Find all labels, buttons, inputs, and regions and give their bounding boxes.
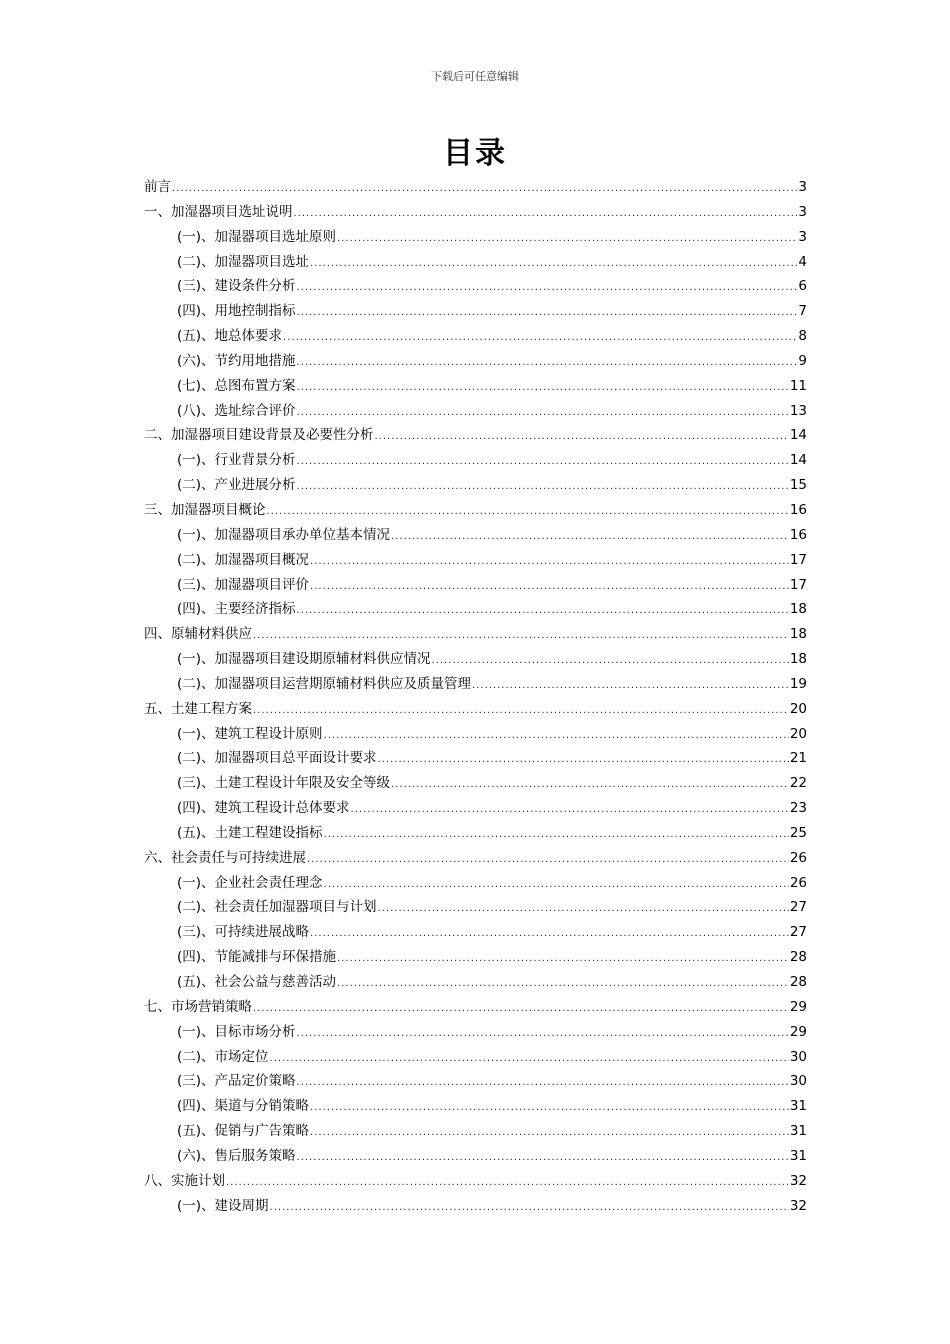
- toc-entry-label: (八)、选址综合评价: [177, 402, 296, 419]
- toc-entry-page: 6: [798, 278, 807, 295]
- toc-entry-page: 27: [789, 899, 807, 916]
- toc-entry-page: 27: [789, 924, 807, 941]
- toc-entry-page: 18: [789, 601, 807, 618]
- toc-entry[interactable]: [144, 672, 807, 697]
- toc-entry[interactable]: [144, 995, 807, 1020]
- toc-dot-leader: [297, 276, 798, 301]
- toc-entry-label: (二)、加湿器项目总平面设计要求: [177, 750, 377, 767]
- toc-entry-page: 20: [789, 725, 807, 742]
- toc-entry-page: 7: [798, 303, 807, 320]
- toc-entry[interactable]: [144, 349, 807, 374]
- toc-entry-page: 31: [789, 1123, 807, 1140]
- toc-dot-leader: [432, 649, 789, 674]
- toc-dot-leader: [324, 823, 789, 848]
- toc-dot-leader: [391, 525, 789, 550]
- toc-dot-leader: [253, 624, 789, 649]
- toc-dot-leader: [297, 401, 789, 426]
- toc-entry-label: (三)、建设条件分析: [177, 278, 296, 295]
- toc-entry[interactable]: [144, 250, 807, 275]
- toc-dot-leader: [351, 798, 789, 823]
- toc-dot-leader: [270, 1047, 789, 1072]
- toc-entry-label: 前言: [144, 179, 171, 195]
- toc-entry-label: (五)、地总体要求: [177, 328, 283, 345]
- toc-entry-page: 29: [789, 1023, 807, 1040]
- toc-entry[interactable]: [144, 225, 807, 250]
- toc-entry-page: 22: [789, 775, 807, 792]
- toc-entry[interactable]: [144, 945, 807, 970]
- toc-entry[interactable]: [144, 1119, 807, 1144]
- toc-entry[interactable]: [144, 622, 807, 647]
- page-title: 目录: [443, 136, 507, 171]
- toc-entry[interactable]: [144, 821, 807, 846]
- toc-entry[interactable]: [144, 1094, 807, 1119]
- toc-dot-leader: [337, 227, 797, 252]
- toc-entry[interactable]: [144, 597, 807, 622]
- toc-entry-page: 32: [789, 1197, 807, 1214]
- toc-entry-page: 30: [789, 1073, 807, 1090]
- toc-entry-label: (三)、加湿器项目评价: [177, 576, 310, 593]
- toc-entry-label: (二)、市场定位: [177, 1048, 269, 1065]
- toc-entry[interactable]: [144, 423, 807, 448]
- page-header: 下载后可任意编辑: [431, 70, 519, 83]
- toc-entry[interactable]: [144, 1194, 807, 1219]
- toc-dot-leader: [324, 873, 789, 898]
- toc-dot-leader: [226, 1171, 789, 1196]
- toc-entry[interactable]: [144, 1020, 807, 1045]
- toc-entry-page: 17: [789, 551, 807, 568]
- toc-entry-label: (一)、行业背景分析: [177, 452, 296, 469]
- toc-entry[interactable]: [144, 647, 807, 672]
- toc-entry[interactable]: [144, 498, 807, 523]
- toc-entry-label: (三)、土建工程设计年限及安全等级: [177, 775, 391, 792]
- toc-dot-leader: [310, 252, 797, 277]
- toc-entry-label: (二)、加湿器项目概况: [177, 551, 310, 568]
- toc-entry-label: (二)、产业进展分析: [177, 477, 296, 494]
- toc-entry-page: 13: [789, 402, 807, 419]
- toc-dot-leader: [297, 1022, 789, 1047]
- toc-entry-label: (二)、加湿器项目选址: [177, 253, 310, 270]
- toc-entry-label: (六)、售后服务策略: [177, 1147, 296, 1164]
- toc-entry-label: (三)、可持续进展战略: [177, 924, 310, 941]
- toc-entry-label: (五)、促销与广告策略: [177, 1123, 310, 1140]
- toc-entry-label: (一)、加湿器项目承办单位基本情况: [177, 526, 391, 543]
- toc-entry-page: 20: [789, 700, 807, 717]
- toc-entry-page: 31: [789, 1098, 807, 1115]
- toc-entry[interactable]: [144, 473, 807, 498]
- toc-entry-label: 一、加湿器项目选址说明: [144, 203, 293, 220]
- toc-entry-label: 七、市场营销策略: [144, 998, 252, 1015]
- toc-entry-page: 19: [789, 675, 807, 692]
- toc-entry-label: (一)、目标市场分析: [177, 1023, 296, 1040]
- toc-dot-leader: [297, 376, 789, 401]
- toc-entry[interactable]: [144, 548, 807, 573]
- toc-entry-label: 四、原辅材料供应: [144, 626, 252, 643]
- toc-entry-label: (二)、社会责任加湿器项目与计划: [177, 899, 377, 916]
- toc-entry-label: 八、实施计划: [144, 1172, 225, 1189]
- toc-entry[interactable]: [144, 970, 807, 995]
- toc-entry-page: 8: [798, 328, 807, 345]
- toc-entry-page: 3: [798, 179, 807, 195]
- toc-entry[interactable]: [144, 523, 807, 548]
- toc-entry-page: 23: [789, 800, 807, 817]
- toc-dot-leader: [310, 550, 789, 575]
- toc-entry-page: 28: [789, 949, 807, 966]
- toc-dot-leader: [270, 1196, 789, 1221]
- toc-entry-label: 三、加湿器项目概论: [144, 501, 266, 518]
- toc-entry[interactable]: [144, 274, 807, 299]
- toc-entry[interactable]: [144, 324, 807, 349]
- toc-dot-leader: [267, 500, 789, 525]
- toc-dot-leader: [297, 1071, 789, 1096]
- toc-entry-page: 18: [789, 626, 807, 643]
- toc-entry[interactable]: [144, 374, 807, 399]
- toc-dot-leader: [294, 202, 798, 227]
- toc-dot-leader: [378, 897, 789, 922]
- toc-dot-leader: [297, 351, 798, 376]
- toc-entry-label: 六、社会责任与可持续进展: [144, 849, 306, 866]
- toc-dot-leader: [283, 326, 797, 351]
- toc-entry-label: 二、加湿器项目建设背景及必要性分析: [144, 427, 374, 444]
- toc-entry-page: 16: [789, 501, 807, 518]
- toc-entry-label: (三)、产品定价策略: [177, 1073, 296, 1090]
- toc-dot-leader: [310, 575, 789, 600]
- toc-entry-label: (一)、建筑工程设计原则: [177, 725, 323, 742]
- table-of-contents: [144, 175, 807, 1218]
- toc-entry[interactable]: [144, 200, 807, 225]
- toc-entry-page: 31: [789, 1147, 807, 1164]
- toc-entry-label: (一)、加湿器项目建设期原辅材料供应情况: [177, 651, 431, 668]
- toc-entry-page: 32: [789, 1172, 807, 1189]
- toc-entry[interactable]: [144, 1144, 807, 1169]
- toc-dot-leader: [391, 773, 789, 798]
- toc-entry-label: (五)、土建工程建设指标: [177, 824, 323, 841]
- toc-entry[interactable]: [144, 448, 807, 473]
- toc-entry-page: 9: [798, 352, 807, 369]
- toc-dot-leader: [253, 699, 789, 724]
- toc-dot-leader: [310, 922, 789, 947]
- toc-entry[interactable]: [144, 722, 807, 747]
- toc-entry-label: (四)、节能减排与环保措施: [177, 949, 337, 966]
- toc-entry-label: (二)、加湿器项目运营期原辅材料供应及质量管理: [177, 675, 472, 692]
- toc-entry[interactable]: [144, 399, 807, 424]
- toc-dot-leader: [310, 1121, 789, 1146]
- toc-entry[interactable]: [144, 1045, 807, 1070]
- toc-entry-label: (一)、建设周期: [177, 1197, 269, 1214]
- toc-entry[interactable]: [144, 771, 807, 796]
- toc-dot-leader: [337, 947, 789, 972]
- toc-entry-page: 3: [798, 203, 807, 220]
- toc-dot-leader: [297, 599, 789, 624]
- toc-entry-page: 18: [789, 651, 807, 668]
- toc-entry-page: 14: [789, 452, 807, 469]
- toc-entry-page: 11: [789, 377, 807, 394]
- toc-dot-leader: [297, 1146, 789, 1171]
- toc-entry[interactable]: [144, 1069, 807, 1094]
- toc-entry-page: 26: [789, 874, 807, 891]
- toc-dot-leader: [297, 450, 789, 475]
- toc-entry[interactable]: [144, 697, 807, 722]
- toc-entry-label: (一)、加湿器项目选址原则: [177, 228, 337, 245]
- toc-entry-page: 15: [789, 477, 807, 494]
- toc-entry-label: (四)、主要经济指标: [177, 601, 296, 618]
- toc-entry[interactable]: [144, 1169, 807, 1194]
- toc-entry[interactable]: [144, 796, 807, 821]
- toc-entry[interactable]: [144, 175, 807, 200]
- toc-entry-page: 14: [789, 427, 807, 444]
- toc-entry-label: (四)、建筑工程设计总体要求: [177, 800, 350, 817]
- toc-dot-leader: [253, 997, 789, 1022]
- toc-dot-leader: [378, 748, 789, 773]
- toc-entry-page: 26: [789, 849, 807, 866]
- toc-entry-page: 25: [789, 824, 807, 841]
- toc-dot-leader: [337, 972, 789, 997]
- toc-entry[interactable]: [144, 746, 807, 771]
- toc-entry-page: 30: [789, 1048, 807, 1065]
- toc-entry-page: 4: [798, 253, 807, 270]
- toc-dot-leader: [472, 674, 789, 699]
- toc-entry[interactable]: [144, 846, 807, 871]
- toc-entry-page: 29: [789, 998, 807, 1015]
- toc-entry-page: 17: [789, 576, 807, 593]
- toc-entry-page: 16: [789, 526, 807, 543]
- toc-entry[interactable]: [144, 895, 807, 920]
- toc-entry-label: (一)、企业社会责任理念: [177, 874, 323, 891]
- toc-dot-leader: [297, 301, 798, 326]
- toc-dot-leader: [297, 475, 789, 500]
- toc-entry-label: 五、土建工程方案: [144, 700, 252, 717]
- toc-entry-label: (五)、社会公益与慈善活动: [177, 974, 337, 990]
- toc-dot-leader: [324, 724, 789, 749]
- toc-entry-label: (七)、总图布置方案: [177, 377, 296, 394]
- toc-entry-page: 3: [798, 228, 807, 245]
- toc-entry[interactable]: [144, 573, 807, 598]
- toc-entry-label: (四)、渠道与分销策略: [177, 1098, 310, 1115]
- toc-entry[interactable]: [144, 299, 807, 324]
- toc-entry[interactable]: [144, 871, 807, 896]
- toc-dot-leader: [307, 848, 789, 873]
- toc-entry-page: 21: [789, 750, 807, 767]
- toc-entry[interactable]: [144, 920, 807, 945]
- toc-dot-leader: [310, 1096, 789, 1121]
- toc-entry-label: (四)、用地控制指标: [177, 303, 296, 320]
- toc-dot-leader: [172, 177, 797, 202]
- toc-dot-leader: [375, 425, 789, 450]
- toc-entry-label: (六)、节约用地措施: [177, 352, 296, 369]
- toc-entry-page: 28: [789, 974, 807, 990]
